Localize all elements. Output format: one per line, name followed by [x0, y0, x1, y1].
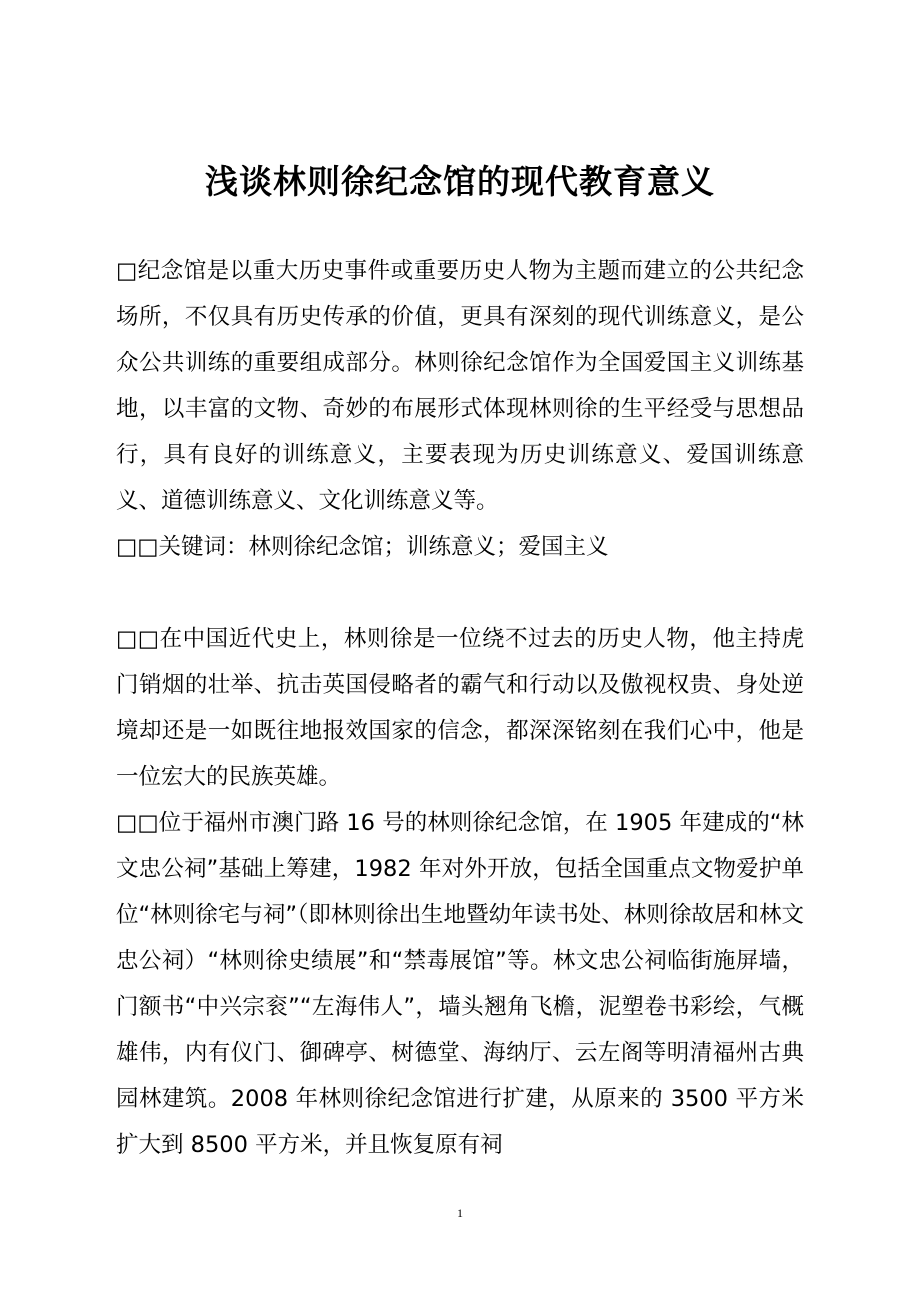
body-paragraph-1: □□在中国近代史上，林则徐是一位绕不过去的历史人物，他主持虎门销烟的壮举、抗击英国侵略者的霸气和行动以及傲视权贵、身处逆境却还是一如既往地报效国家的信念，都深深铭刻在我们心中，他是一位宏大的民族英雄。	[116, 626, 804, 790]
page-number: 1	[457, 1206, 463, 1220]
abstract-paragraph: □纪念馆是以重大历史事件或重要历史人物为主题而建立的公共纪念场所，不仅具有历史传承的价值，更具有深刻的现代训练意义，是公众公共训练的重要组成部分。林则徐纪念馆作为全国爱国主义训练基地，以丰富的文物、奇妙的布展形式体现林则徐的生平经受与思想品行，具有良好的训练意义，主要表现为历史训练意义、爱国训练意义、道德训练意义、文化训练意义等。	[116, 258, 804, 514]
body-paragraph-2: □□位于福州市澳门路 16 号的林则徐纪念馆，在 1905 年建成的“林文忠公祠”基础上筹建，1982 年对外开放，包括全国重点文物爱护单位“林则徐宅与祠”（即林则徐出生地暨幼年读书处、林则徐故居和林文忠公祠）“林则徐史绩展”和“禁毒展馆”等。林文忠公祠临街施屏墙，门额书“中兴宗衮”“左海伟人”，墙头翘角飞檐，泥塑卷书彩绘，气概雄伟，内有仪门、御碑亭、树德堂、海纳厅、云左阁等明清福州古典园林建筑。2008 年林则徐纪念馆进行扩建，从原来的 3500 平方米扩大到 8500 平方米，并且恢复原有祠	[116, 810, 804, 1158]
keywords-line: □□关键词：林则徐纪念馆；训练意义；爱国主义	[116, 534, 609, 560]
document-title: 浅谈林则徐纪念馆的现代教育意义	[205, 162, 715, 201]
